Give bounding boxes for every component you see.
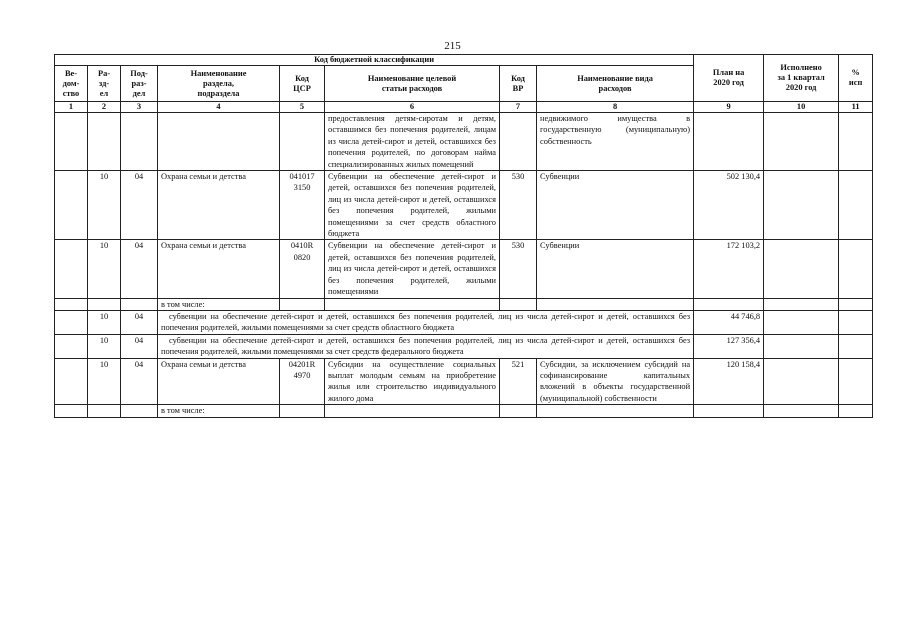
- col-header-percent: % исп: [839, 55, 873, 102]
- col-header-plan: План на 2020 год: [694, 55, 764, 102]
- subsection-code: 04: [121, 310, 158, 334]
- col-number: 10: [764, 102, 839, 113]
- col-number: 2: [88, 102, 121, 113]
- section-name: Охрана семьи и детства: [158, 240, 280, 298]
- column-numbers-row: [55, 102, 873, 113]
- csr-code: 04201R 4970: [280, 358, 325, 405]
- subsection-code: 04: [121, 171, 158, 240]
- col-header-department: Ве- дом- ство: [55, 66, 88, 102]
- csr-code: 0410R 0820: [280, 240, 325, 298]
- plan-amount: 44 746,8: [694, 310, 764, 334]
- col-header-subsection: Под- раз- дел: [121, 66, 158, 102]
- col-header-csr: Код ЦСР: [280, 66, 325, 102]
- table-row: [55, 240, 873, 298]
- col-header-section: Ра- зд- ел: [88, 66, 121, 102]
- subsection-code: 04: [121, 358, 158, 405]
- section-code: 10: [88, 358, 121, 405]
- vr-code: 530: [500, 171, 537, 240]
- table-row: [55, 358, 873, 405]
- col-number: 6: [325, 102, 500, 113]
- col-number: 9: [694, 102, 764, 113]
- target-article-name: предоставления детям-сиротам и детям, оставшимся без попечения родителей, лицам из числа детей-сирот и детей, оставшихся без попечения родителей, по договорам найма специализированных жилых помещений: [325, 113, 500, 171]
- col-number: 11: [839, 102, 873, 113]
- plan-amount: 502 130,4: [694, 171, 764, 240]
- col-header-vr: Код ВР: [500, 66, 537, 102]
- vr-code: 530: [500, 240, 537, 298]
- section-code: 10: [88, 310, 121, 334]
- subvention-detail-text: субвенции на обеспечение детей-сирот и детей, оставшихся без попечения родителей, лиц из числа детей-сирот и детей, оставшихся без попечения родителей, жилыми помещениями за счет средств федерального бюджета: [158, 334, 694, 358]
- plan-amount: 127 356,4: [694, 334, 764, 358]
- section-code: 10: [88, 334, 121, 358]
- target-article-name: Субвенции на обеспечение детей-сирот и детей, оставшихся без попечения родителей, лиц из числа детей-сирот и детей, оставшихся без попечения родителей, жилыми помещениями за счет средств областного бюджета: [325, 171, 500, 240]
- section-name: Охрана семьи и детства: [158, 358, 280, 405]
- col-header-executed: Исполнено за 1 квартал 2020 год: [764, 55, 839, 102]
- subsection-code: 04: [121, 240, 158, 298]
- section-code: 10: [88, 240, 121, 298]
- subsection-code: 04: [121, 334, 158, 358]
- including-label: в том числе:: [158, 405, 280, 417]
- budget-classification-header: Код бюджетной классификации: [55, 55, 694, 66]
- table-row: [55, 113, 873, 171]
- expense-type-name: Субсидии, за исключением субсидий на софинансирование капитальных вложений в объекты государственной (муниципальной) собственности: [537, 358, 694, 405]
- budget-table: [54, 54, 873, 418]
- expense-type-name: Субвенции: [537, 171, 694, 240]
- vr-code: 521: [500, 358, 537, 405]
- expense-type-name: Субвенции: [537, 240, 694, 298]
- expense-type-name: недвижимого имущества в государственную (муниципальную) собственность: [537, 113, 694, 171]
- col-number: 7: [500, 102, 537, 113]
- col-number: 3: [121, 102, 158, 113]
- section-name: Охрана семьи и детства: [158, 171, 280, 240]
- table-row: [55, 171, 873, 240]
- csr-code: 041017 3150: [280, 171, 325, 240]
- col-header-section-name: Наименование раздела, подраздела: [158, 66, 280, 102]
- col-number: 8: [537, 102, 694, 113]
- plan-amount: 120 158,4: [694, 358, 764, 405]
- page-number: 215: [444, 40, 461, 52]
- target-article-name: Субвенции на обеспечение детей-сирот и детей, оставшихся без попечения родителей, лиц из числа детей-сирот и детей, оставшихся без попечения родителей, жилыми помещениями: [325, 240, 500, 298]
- col-number: 5: [280, 102, 325, 113]
- col-header-target-name: Наименование целевой статьи расходов: [325, 66, 500, 102]
- col-number: 1: [55, 102, 88, 113]
- subvention-detail-text: субвенции на обеспечение детей-сирот и детей, оставшихся без попечения родителей, лиц из числа детей-сирот и детей, оставшихся без попечения родителей, жилыми помещениями за счет средств областного бюджета: [158, 310, 694, 334]
- table-row: [55, 405, 873, 417]
- table-row: [55, 334, 873, 358]
- table-row: [55, 310, 873, 334]
- plan-amount: 172 103,2: [694, 240, 764, 298]
- col-header-expense-type: Наименование вида расходов: [537, 66, 694, 102]
- including-label: в том числе:: [158, 298, 280, 310]
- target-article-name: Субсидии на осуществление социальных выплат молодым семьям на приобретение жилья или строительство индивидуального жилого дома: [325, 358, 500, 405]
- table-row: [55, 298, 873, 310]
- col-number: 4: [158, 102, 280, 113]
- section-code: 10: [88, 171, 121, 240]
